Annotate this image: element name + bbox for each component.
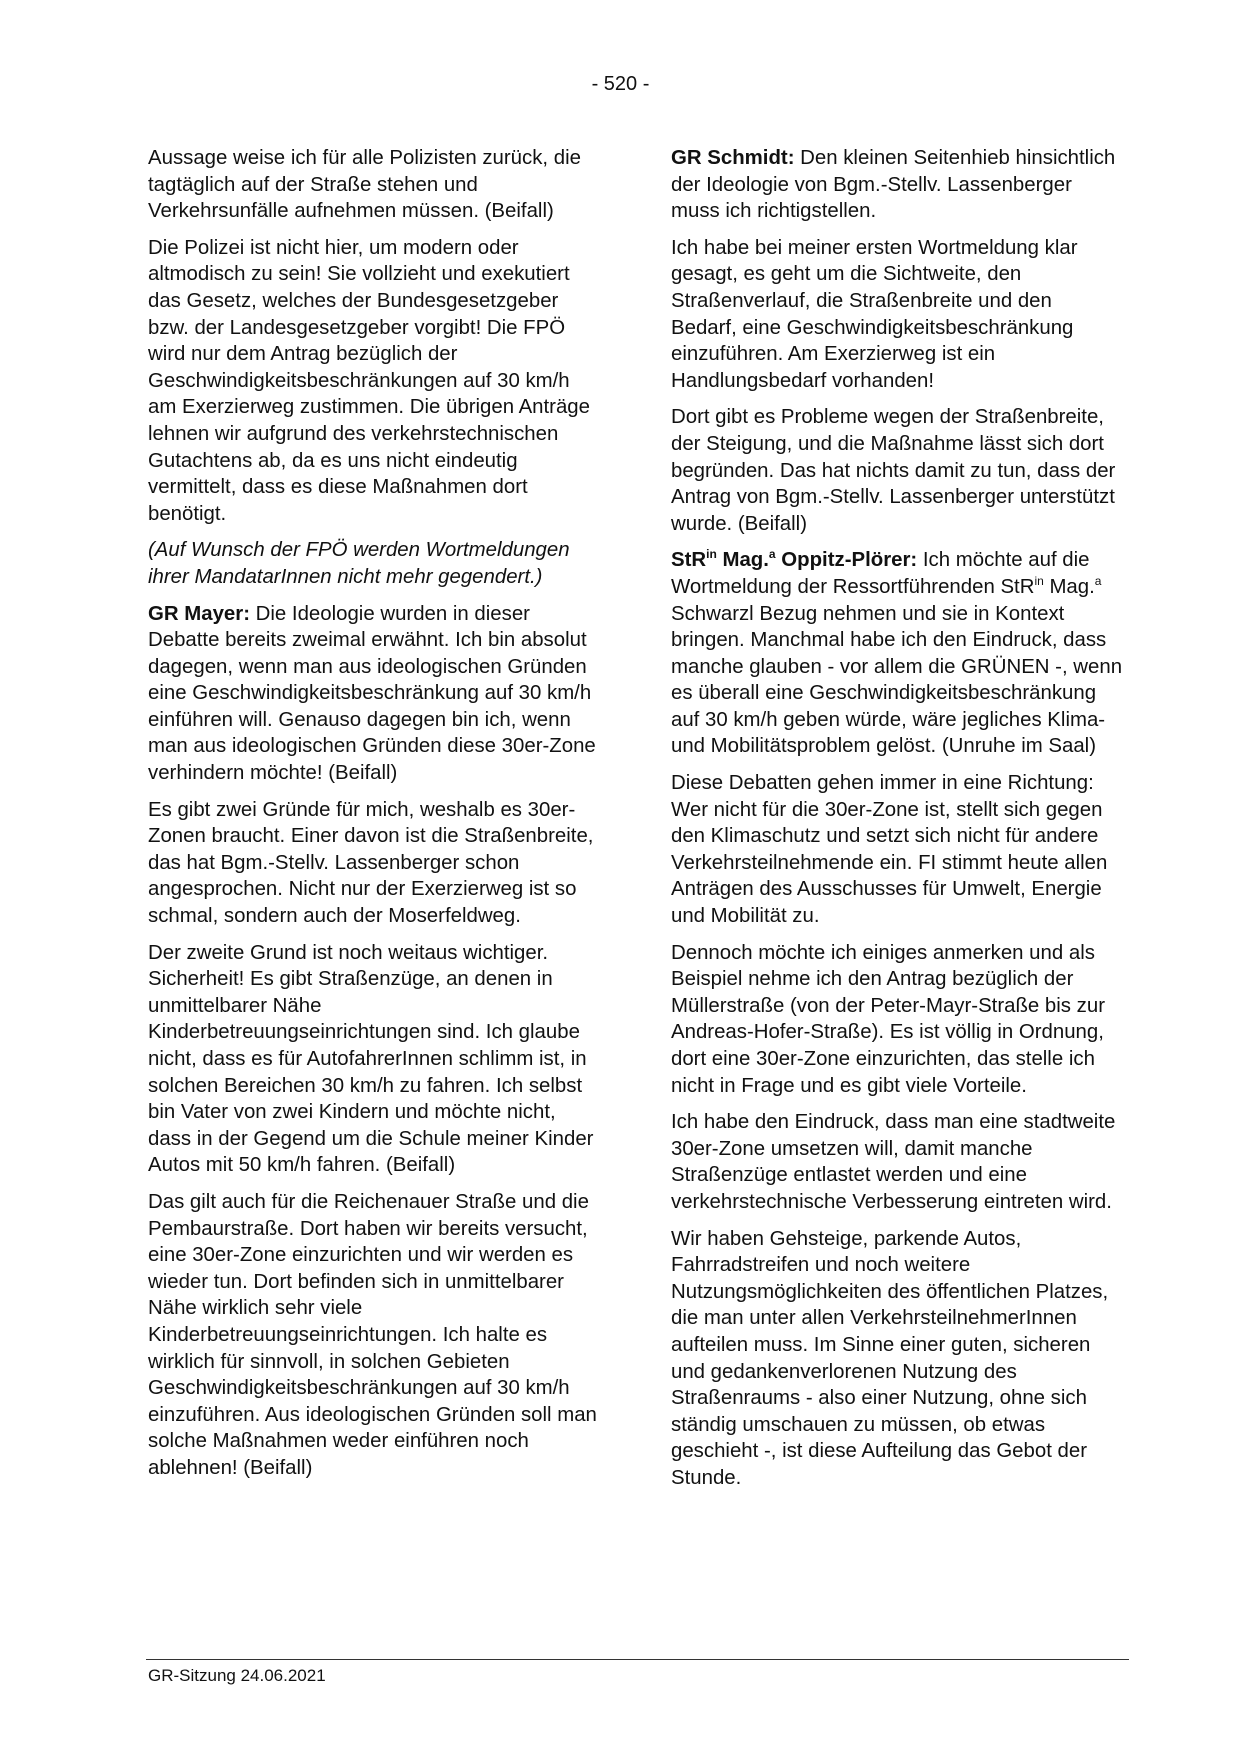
speech-paragraph [148,601,600,787]
speaker-name: GR Mayer: [148,602,250,625]
editorial-note: (Auf Wunsch der FPÖ werden Wortmeldungen ihrer MandatarInnen nicht mehr gegendert.) [148,539,570,588]
speaker-title: Mag. [716,549,769,572]
speech-text: Ich möchte auf die Wortmeldung der Ressortführenden StR [671,549,1090,598]
footer-divider [146,1659,1129,1660]
speaker-name [671,549,917,571]
footer-session-date: GR-Sitzung 24.06.2021 [148,1666,326,1685]
speech-paragraph [671,547,1123,760]
superscript: a [1094,573,1102,588]
paragraph: Die Polizei ist nicht hier, um modern oder altmodisch zu sein! Sie vollzieht und exekutiert das Gesetz, welches der Bundesgesetzgeber bzw. der Landesgesetzgeber vorgibt! Die FPÖ wird nur dem Antrag bezüglich der Geschwindigkeitsbeschränkungen auf 30 km/h am Exerzierweg zustimmen. Die übrigen Anträge lehnen wir aufgrund des verkehrstechnischen Gutachtens ab, da es uns nicht eindeutig vermittelt, dass es diese Maßnahmen dort benötigt. [148,236,590,525]
speaker-title: StR [671,549,707,572]
speaker-name: GR Schmidt: [671,147,795,169]
right-column [671,145,1123,1502]
speech-text: Schwarzl Bezug nehmen und sie in Kontext bringen. Manchmal habe ich den Eindruck, dass manche glauben - vor allem die GRÜNEN -, wenn es überall eine Geschwindigkeitsbeschränkung auf 30 km/h geben würde, wäre jegliches Klima- und Mobilitätsproblem gelöst. (Unruhe im Saal) [671,602,1123,758]
superscript: a [768,547,776,562]
paragraph: Ich habe den Eindruck, dass man eine stadtweite 30er-Zone umsetzen will, damit manche Straßenzüge entlastet werden und eine verkehrstechnische Verbesserung eintreten wird. [671,1111,1116,1213]
paragraph: Dennoch möchte ich einiges anmerken und als Beispiel nehme ich den Antrag bezüglich der Müllerstraße (von der Peter-Mayr-Straße bis zur Andreas-Hofer-Straße). Es ist völlig in Ordnung, dort eine 30er-Zone einzurichten, das stelle ich nicht in Frage und es gibt viele Vorteile. [671,941,1105,1097]
superscript: in [706,547,717,562]
speech-text: Den kleinen Seitenhieb hinsichtlich der Ideologie von Bgm.-Stellv. Lassenberger muss ich richtigstellen. [671,147,1116,223]
paragraph: Aussage weise ich für alle Polizisten zurück, die tagtäglich auf der Straße stehen und Verkehrsunfälle aufnehmen müssen. (Beifall) [148,147,581,223]
paragraph: Der zweite Grund ist noch weitaus wichtiger. Sicherheit! Es gibt Straßenzüge, an denen in unmittelbarer Nähe Kinderbetreuungseinrichtungen sind. Ich glaube nicht, dass es für AutofahrerInnen schlimm ist, in solchen Bereichen 30 km/h zu fahren. Ich selbst bin Vater von zwei Kindern und möchte nicht, dass in der Gegend um die Schule meiner Kinder Autos mit 50 km/h fahren. (Beifall) [148,941,594,1177]
speech-text: Mag. [1043,575,1095,598]
speech-text: Die Ideologie wurden in dieser Debatte bereits zweimal erwähnt. Ich bin absolut dagegen, wenn man aus ideologischen Gründen eine Geschwindigkeitsbeschränkung auf 30 km/h einführen will. Genauso dagegen bin ich, wenn man aus ideologischen Gründen diese 30er-Zone verhindern möchte! (Beifall) [148,602,596,785]
left-column [148,145,600,1492]
paragraph: Wir haben Gehsteige, parkende Autos, Fahrradstreifen und noch weitere Nutzungsmöglichkeiten des öffentlichen Platzes, die man unter allen VerkehrsteilnehmerInnen aufteilen muss. Im Sinne einer guten, sicheren und gedankenverlorenen Nutzung des Straßenraums - also einer Nutzung, ohne sich ständig umschauen zu müssen, ob etwas geschieht -, ist diese Aufteilung das Gebot der Stunde. [671,1227,1109,1489]
paragraph: Diese Debatten gehen immer in eine Richtung: Wer nicht für die 30er-Zone ist, stellt sich gegen den Klimaschutz und setzt sich nicht für andere Verkehrsteilnehmende ein. FI stimmt heute allen Anträgen des Ausschusses für Umwelt, Energie und Mobilität zu. [671,772,1108,928]
page-number: - 520 - [591,73,650,95]
superscript: in [1034,573,1044,588]
paragraph: Das gilt auch für die Reichenauer Straße und die Pembaurstraße. Dort haben wir bereits versucht, eine 30er-Zone einzurichten und wir werden es wieder tun. Dort befinden sich in unmittelbarer Nähe wirklich sehr viele Kinderbetreuungseinrichtungen. Ich halte es wirklich für sinnvoll, in solchen Gebieten Geschwindigkeitsbeschränkungen auf 30 km/h einzuführen. Aus ideologischen Gründen soll man solche Maßnahmen weder einführen noch ablehnen! (Beifall) [148,1190,597,1479]
paragraph: Ich habe bei meiner ersten Wortmeldung klar gesagt, es geht um die Sichtweite, den Straßenverlauf, die Straßenbreite und den Bedarf, eine Geschwindigkeitsbeschränkung einzuführen. Am Exerzierweg ist ein Handlungsbedarf vorhanden! [671,236,1078,392]
speech-paragraph [671,145,1123,225]
speaker-surname: Oppitz-Plörer: [775,549,918,572]
paragraph: Dort gibt es Probleme wegen der Straßenbreite, der Steigung, und die Maßnahme lässt sich dort begründen. Das hat nichts damit zu tun, dass der Antrag von Bgm.-Stellv. Lassenberger unterstützt wurde. (Beifall) [671,406,1116,535]
paragraph: Es gibt zwei Gründe für mich, weshalb es 30er-Zonen braucht. Einer davon ist die Straßenbreite, das hat Bgm.-Stellv. Lassenberger schon angesprochen. Nicht nur der Exerzierweg ist so schmal, sondern auch der Moserfeldweg. [148,798,594,928]
